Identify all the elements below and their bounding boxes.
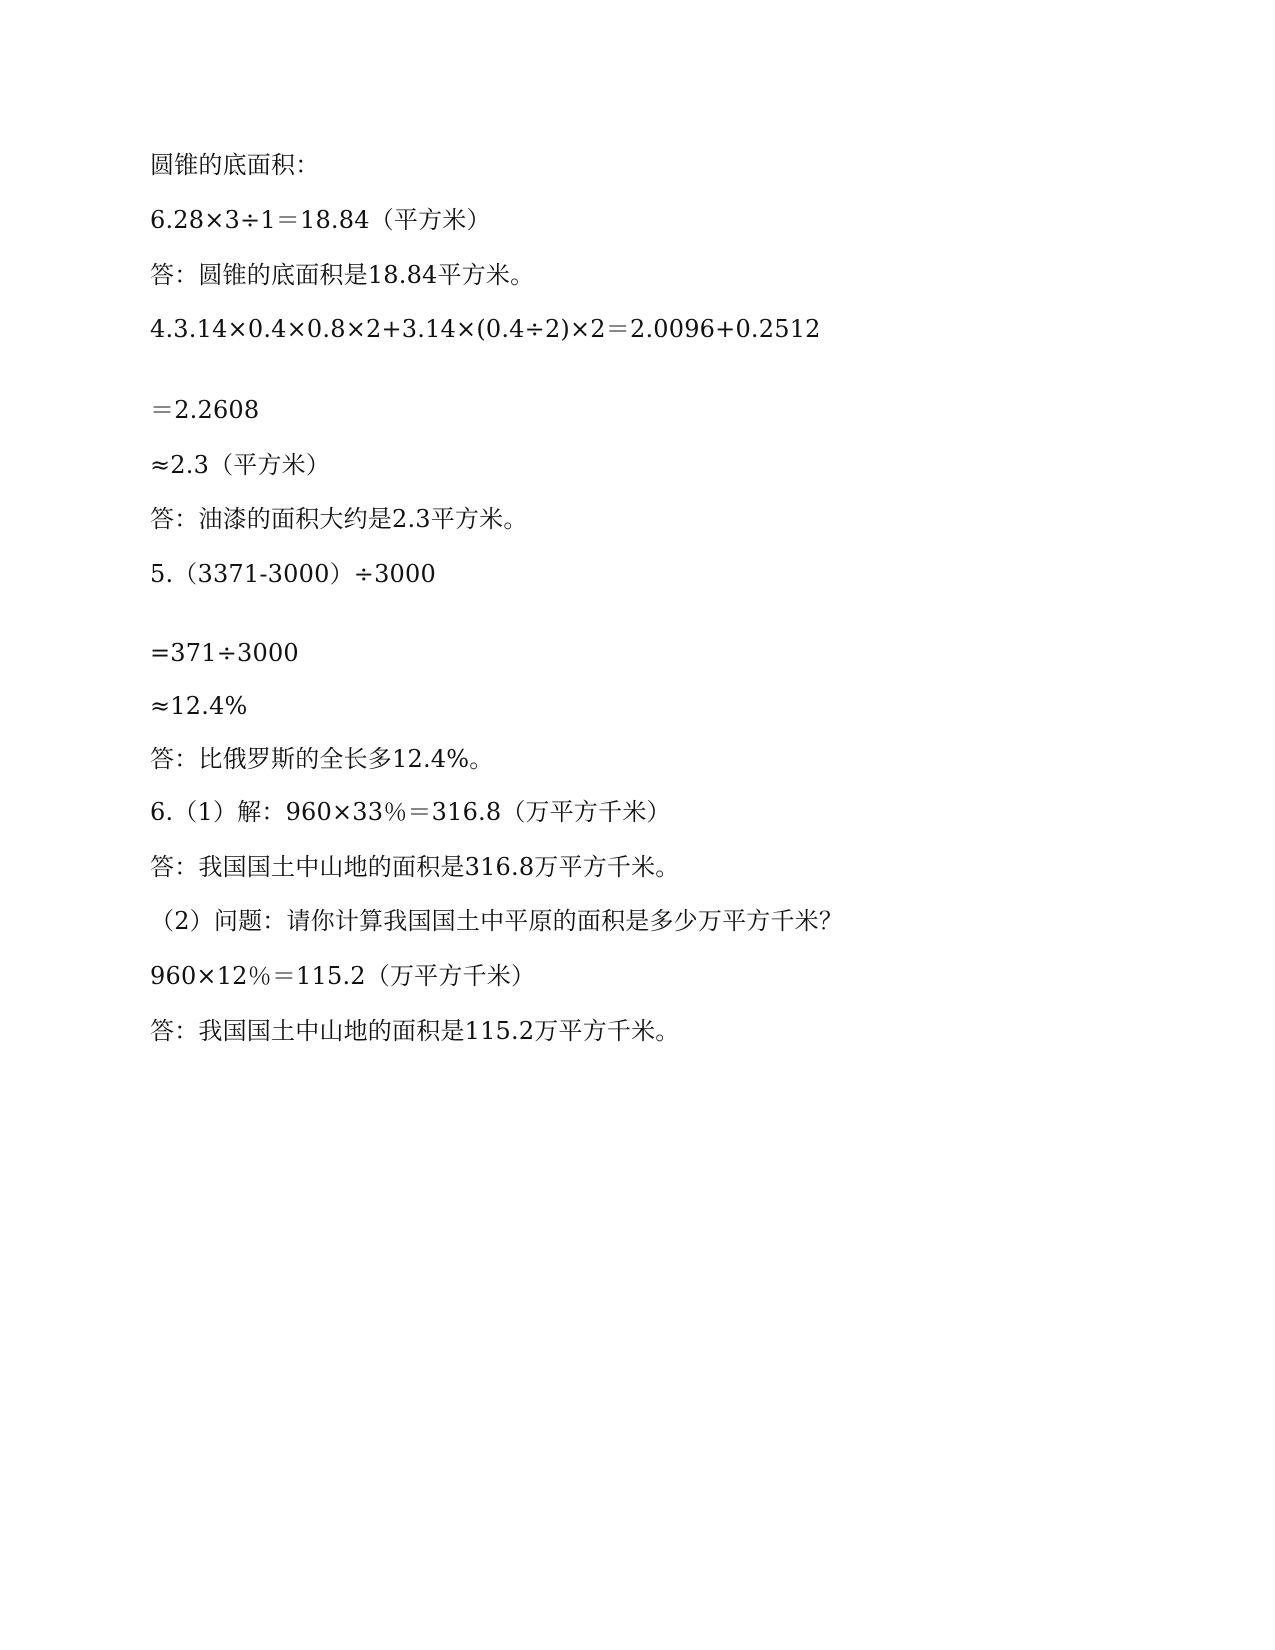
text-line-mountain-answer: 答：我国国土中山地的面积是316.8万平方千米。 — [150, 853, 680, 881]
text-line-cone-base-area-heading: 圆锥的底面积： — [150, 151, 320, 179]
text-line-paint-approx: ≈2.3（平方米） — [150, 451, 331, 479]
text-line-mountain-calculation: 6.（1）解：960×33％＝316.8（万平方千米） — [150, 798, 671, 826]
text-line-paint-answer: 答：油漆的面积大约是2.3平方米。 — [150, 505, 528, 533]
text-line-length-step: =371÷3000 — [150, 639, 299, 667]
text-line-paint-calculation: 4.3.14×0.4×0.8×2+3.14×(0.4÷2)×2＝2.0096+0.2512 — [150, 315, 821, 343]
text-line-plain-answer: 答：我国国土中山地的面积是115.2万平方千米。 — [150, 1017, 680, 1045]
text-line-plain-question: （2）问题：请你计算我国国土中平原的面积是多少万平方千米？ — [150, 907, 844, 935]
text-line-length-answer: 答：比俄罗斯的全长多12.4%。 — [150, 745, 494, 773]
text-line-paint-subtotal: ＝2.2608 — [150, 396, 260, 424]
text-line-length-approx: ≈12.4% — [150, 692, 248, 720]
text-line-plain-calculation: 960×12％＝115.2（万平方千米） — [150, 962, 536, 990]
text-line-length-calculation: 5.（3371-3000）÷3000 — [150, 560, 436, 588]
text-line-cone-calculation: 6.28×3÷1＝18.84（平方米） — [150, 206, 491, 234]
text-line-cone-answer: 答：圆锥的底面积是18.84平方米。 — [150, 261, 535, 289]
